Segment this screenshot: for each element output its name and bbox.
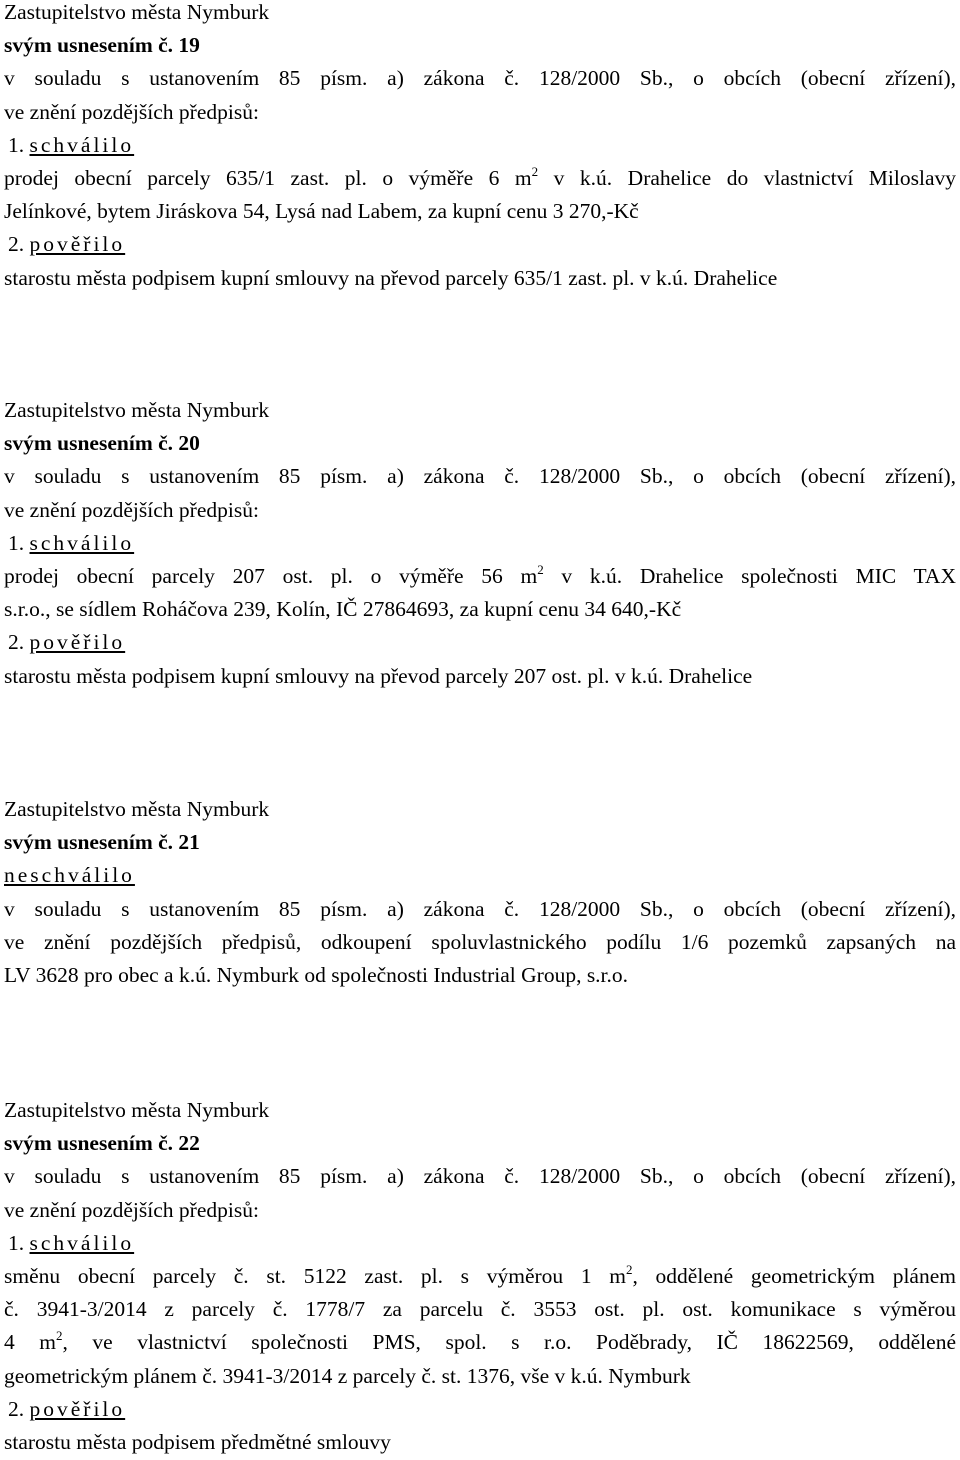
legal-basis-cont: LV 3628 pro obec a k.ú. Nymburk od společnosti Industrial Group, s.r.o.: [4, 962, 629, 987]
item-text: směnu obecní parcely č. st. 5122 zast. pl. s výměrou 1 $m^2$, oddělené geometrickým plánem: [4, 1261, 956, 1288]
item-verb: pověřilo: [29, 630, 126, 655]
legal-basis-cont: ve znění pozdějších předpisů:: [4, 1197, 259, 1222]
item-number: 2.: [8, 630, 25, 655]
item-number: 2.: [8, 1396, 25, 1421]
legal-basis: v souladu s ustanovením 85 písm. a) zákona č. 128/2000 Sb., o obcích (obecní zřízení),: [4, 1164, 956, 1189]
item-approved: [4, 527, 956, 560]
council-name: Zastupitelstvo města Nymburk: [4, 0, 270, 24]
legal-basis-cont: ve znění pozdějších předpisů:: [4, 497, 259, 522]
item-text: starostu města podpisem kupní smlouvy na převod parcely 635/1 zast. pl. v k.ú. Drahelice: [4, 265, 778, 290]
item-approved: [4, 1227, 956, 1260]
item-text-cont: Jelínkové, bytem Jiráskova 54, Lysá nad Labem, za kupní cenu 3 270,-Kč: [4, 199, 639, 224]
resolution-21: [4, 793, 956, 992]
legal-basis: v souladu s ustanovením 85 písm. a) zákona č. 128/2000 Sb., o obcích (obecní zřízení),: [4, 896, 956, 921]
item-text-cont: geometrickým plánem č. 3941-3/2014 z parcely č. st. 1376, vše v k.ú. Nymburk: [4, 1363, 691, 1388]
item-delegated: [4, 626, 956, 659]
resolution-number: svým usnesením č. 20: [4, 431, 200, 456]
council-name: Zastupitelstvo města Nymburk: [4, 398, 270, 422]
council-name: Zastupitelstvo města Nymburk: [4, 1098, 270, 1122]
resolution-verb: neschválilo: [4, 863, 135, 888]
item-number: 1.: [8, 530, 25, 555]
item-verb: pověřilo: [29, 232, 126, 257]
resolution-number: svým usnesením č. 21: [4, 830, 200, 855]
item-text: starostu města podpisem kupní smlouvy na převod parcely 207 ost. pl. v k.ú. Drahelice: [4, 663, 753, 688]
legal-basis: v souladu s ustanovením 85 písm. a) zákona č. 128/2000 Sb., o obcích (obecní zřízení),: [4, 66, 956, 91]
item-number: 1.: [8, 1230, 25, 1255]
resolution-number: svým usnesením č. 19: [4, 33, 200, 58]
item-verb: schválilo: [29, 132, 135, 157]
item-text: prodej obecní parcely 207 ost. pl. o výměře 56 $m^2$ v k.ú. Drahelice společnosti MIC TAX: [4, 561, 956, 588]
item-verb: schválilo: [29, 1230, 135, 1255]
item-verb: pověřilo: [29, 1396, 126, 1421]
item-verb: schválilo: [29, 530, 135, 555]
resolution-20: [4, 394, 956, 693]
resolution-19: [4, 0, 956, 295]
council-name: Zastupitelstvo města Nymburk: [4, 797, 270, 821]
legal-basis-cont: ve znění pozdějších předpisů, odkoupení spoluvlastnického podílu 1/6 pozemků zapsaných na: [4, 929, 956, 954]
legal-basis: v souladu s ustanovením 85 písm. a) zákona č. 128/2000 Sb., o obcích (obecní zřízení),: [4, 464, 956, 489]
resolution-22: [4, 1094, 956, 1459]
item-text: prodej obecní parcely 635/1 zast. pl. o výměře 6 $m^2$ v k.ú. Drahelice do vlastnictví Miloslavy: [4, 163, 957, 190]
item-text-cont: 4 $m^2$, ve vlastnictví společnosti PMS, spol. s r.o. Poděbrady, IČ 18622569, oddělené: [4, 1328, 956, 1355]
resolution-number: svým usnesením č. 22: [4, 1131, 200, 1156]
item-number: 1.: [8, 132, 25, 157]
legal-basis-cont: ve znění pozdějších předpisů:: [4, 99, 259, 124]
item-number: 2.: [8, 232, 25, 257]
item-delegated: [4, 1393, 956, 1426]
item-approved: [4, 129, 956, 162]
item-text-cont: s.r.o., se sídlem Roháčova 239, Kolín, IČ 27864693, za kupní cenu 34 640,-Kč: [4, 597, 682, 622]
item-text-cont: č. 3941-3/2014 z parcely č. 1778/7 za parcelu č. 3553 ost. pl. ost. komunikace s výměrou: [4, 1297, 956, 1322]
item-delegated: [4, 228, 956, 261]
item-text: starostu města podpisem předmětné smlouvy: [4, 1429, 391, 1454]
